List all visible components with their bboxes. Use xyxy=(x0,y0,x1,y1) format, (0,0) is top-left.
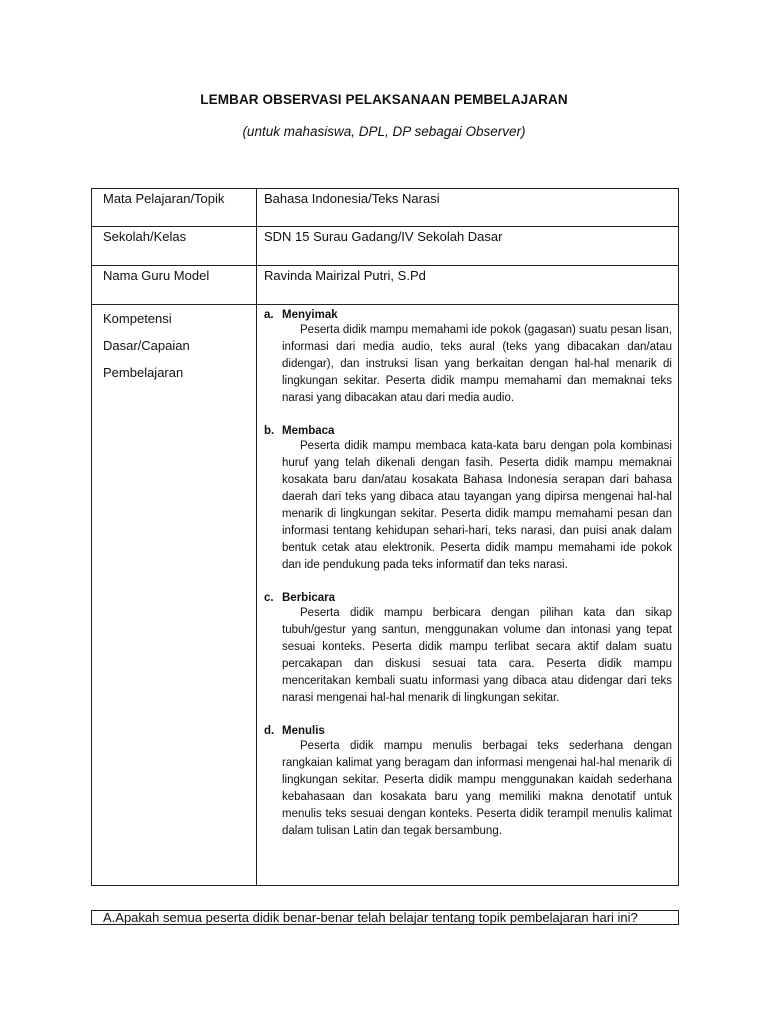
row-value-cell xyxy=(257,266,679,305)
row-value-cell xyxy=(257,189,679,227)
section-letter: b. xyxy=(264,425,275,437)
section-text: Peserta didik mampu membaca kata-kata baru dengan pola kombinasi huruf yang telah dikenali dengan fasih. Peserta didik mampu memaknai kosakata baru dan/atau kosakata Bahasa Indonesia serapan dari bahasa daerah dari teks yang dibaca atau tayangan yang dipirsa mengenai hal-hal menarik di lingkungan sekitar. Peserta didik mampu memahami pesan dan informasi tentang kehidupan sehari-hari, teks narasi, dan puisi anak dalam bentuk cetak atau elektronik. Peserta didik mampu memahami ide pokok dan ide pendukung pada teks informatif dan teks narasi. xyxy=(282,440,672,571)
table-row xyxy=(92,305,679,886)
section-text: Peserta didik mampu memahami ide pokok (gagasan) suatu pesan lisan, informasi dari media audio, teks aural (teks yang dibacakan dan/atau didengar), dan instruksi lisan yang berkaitan dengan hal-hal menarik di lingkungan sekitar. Peserta didik mampu memahami dan memaknai teks narasi yang dibacakan atau dari media audio. xyxy=(282,324,672,404)
subject-value: Bahasa Indonesia/Teks Narasi xyxy=(264,191,440,206)
competency-label-cell xyxy=(92,305,257,886)
table-row xyxy=(92,266,679,305)
section-title: Menulis xyxy=(282,725,325,737)
competency-section-berbicara xyxy=(264,591,672,707)
row-value-cell xyxy=(257,227,679,266)
section-letter: a. xyxy=(264,309,274,321)
subject-label: Mata Pelajaran/Topik xyxy=(103,191,225,206)
teacher-value: Ravinda Mairizal Putri, S.Pd xyxy=(264,268,426,283)
teacher-label: Nama Guru Model xyxy=(103,268,210,283)
school-value: SDN 15 Surau Gadang/IV Sekolah Dasar xyxy=(264,229,503,244)
info-table xyxy=(91,188,679,886)
section-text: Peserta didik mampu berbicara dengan pilihan kata dan sikap tubuh/gestur yang santun, menggunakan volume dan intonasi yang tepat sesuai konteks. Peserta didik mampu terlibat secara aktif dalam suatu percakapan dan diskusi sesuai tata cara. Peserta didik mampu menceritakan kembali suatu informasi yang dibaca atau didengar dari teks narasi mengenai hal-hal menarik di lingkungan sekitar. xyxy=(282,607,672,704)
row-label-cell xyxy=(92,227,257,266)
section-title: Membaca xyxy=(282,425,335,437)
table-row xyxy=(92,227,679,266)
table-row xyxy=(92,189,679,227)
competency-section-membaca xyxy=(264,424,672,574)
section-letter: c. xyxy=(264,592,274,604)
competency-content-cell xyxy=(257,305,679,886)
document-title: LEMBAR OBSERVASI PELAKSANAAN PEMBELAJARAN xyxy=(200,92,568,107)
school-label: Sekolah/Kelas xyxy=(103,229,187,244)
competency-label-line-3: Pembelajaran xyxy=(103,365,184,380)
section-title: Menyimak xyxy=(282,309,338,321)
competency-section-menyimak xyxy=(264,308,672,407)
row-label-cell xyxy=(92,266,257,305)
competency-sections xyxy=(264,305,678,840)
observation-question: A.Apakah semua peserta didik benar-benar telah belajar tentang topik pembelajaran hari ini? xyxy=(91,910,679,925)
document-subtitle: (untuk mahasiswa, DPL, DP sebagai Observer) xyxy=(242,124,526,139)
competency-section-menulis xyxy=(264,724,672,840)
section-text: Peserta didik mampu menulis berbagai teks sederhana dengan rangkaian kalimat yang beragam dan informasi mengenai hal-hal menarik di lingkungan sekitar. Peserta didik mampu menggunakan kaidah sederhana kebahasaan dan kosakata baru yang memiliki makna denotatif untuk menulis teks sesuai dengan konteks. Peserta didik terampil menulis kalimat dalam tulisan Latin dan tegak bersambung. xyxy=(282,740,672,837)
row-label-cell xyxy=(92,189,257,227)
section-letter: d. xyxy=(264,725,275,737)
competency-label-line-1: Kompetensi xyxy=(103,311,172,326)
section-title: Berbicara xyxy=(282,592,336,604)
competency-label-line-2: Dasar/Capaian xyxy=(103,338,190,353)
